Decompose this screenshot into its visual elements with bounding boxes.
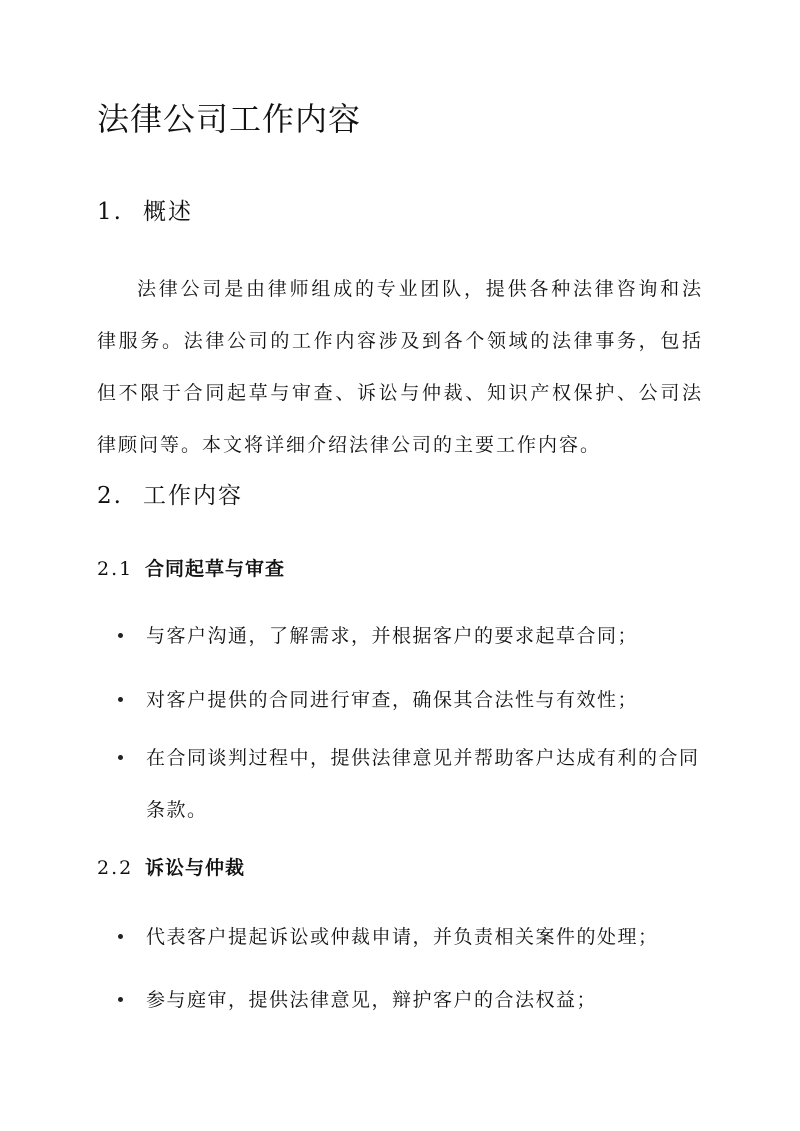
list-item-text: 代表客户提起诉讼或仲裁申请，并负责相关案件的处理； (146, 926, 659, 948)
bullet-icon (118, 633, 123, 638)
list-item (118, 674, 708, 726)
bullet-icon (118, 934, 123, 939)
subsection-number: 2.2 (97, 857, 134, 879)
section-heading-overview (97, 197, 193, 227)
subsection-title: 诉讼与仲裁 (145, 857, 246, 879)
section-title: 概述 (143, 199, 193, 225)
section-number: 2. (97, 483, 123, 509)
overview-paragraph: 法律公司是由律师组成的专业团队，提供各种法律咨询和法律服务。法律公司的工作内容涉及到各个领域的法律事务，包括但不限于合同起草与审查、诉讼与仲裁、知识产权保护、公司法律顾问等。本文将详细介绍法律公司的主要工作内容。 (97, 278, 703, 456)
bullet-icon (118, 755, 123, 760)
list-item (118, 974, 708, 1026)
list-item-text: 与客户沟通，了解需求，并根据客户的要求起草合同； (146, 625, 639, 647)
list-item (118, 732, 708, 836)
list-item (118, 610, 708, 662)
list-item-text: 在合同谈判过程中，提供法律意见并帮助客户达成有利的合同条款。 (146, 747, 700, 821)
bullet-icon (118, 697, 123, 702)
section-title: 工作内容 (143, 483, 243, 509)
list-item-text: 对客户提供的合同进行审查，确保其合法性与有效性； (146, 689, 639, 711)
subsection-number: 2.1 (97, 558, 134, 580)
list-item (118, 911, 708, 963)
document-title: 法律公司工作内容 (97, 100, 362, 138)
subsection-heading-litigation (97, 855, 245, 881)
section-number: 1. (97, 199, 123, 225)
list-item-text: 参与庭审，提供法律意见，辩护客户的合法权益； (146, 989, 598, 1011)
section-heading-work-content (97, 481, 243, 511)
subsection-heading-contracts (97, 556, 285, 582)
bullet-icon (118, 997, 123, 1002)
subsection-title: 合同起草与审查 (145, 558, 286, 580)
